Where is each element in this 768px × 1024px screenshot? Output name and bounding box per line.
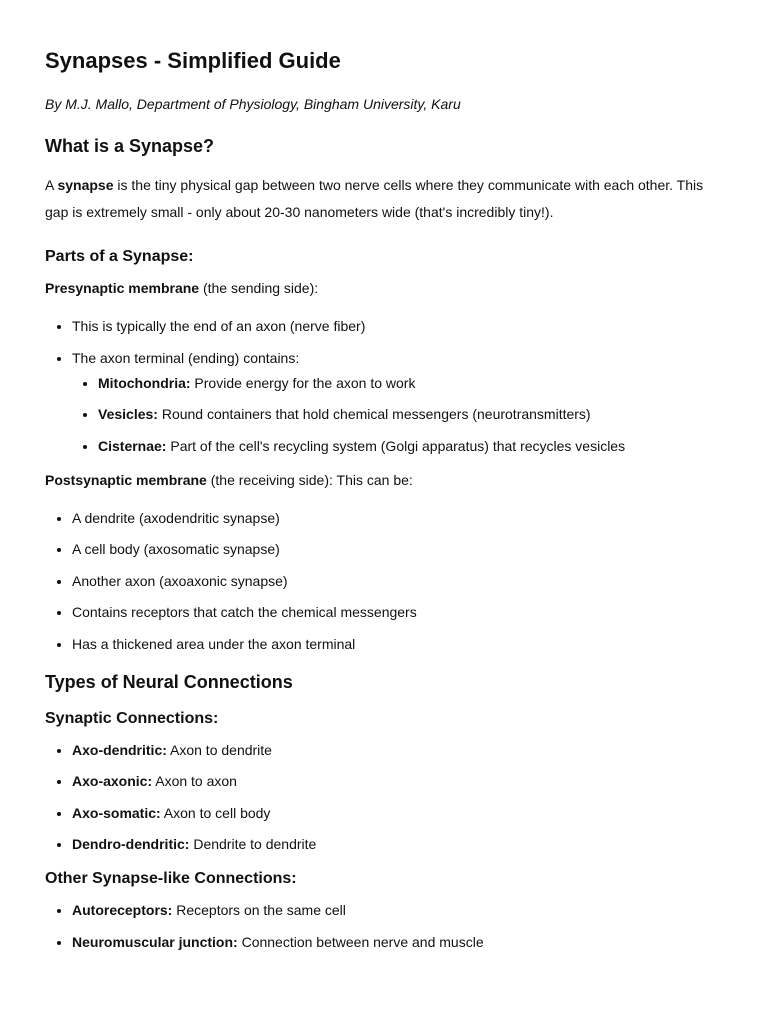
list-item [72,348,728,456]
item-desc: Axon to cell body [160,804,271,821]
item-desc: Part of the cell's recycling system (Golgi apparatus) that recycles vesicles [166,437,626,454]
section-heading-what-is-synapse: What is a Synapse? [45,136,215,156]
item-desc: Provide energy for the axon to work [190,374,416,391]
subheading-other-connections: Other Synapse-like Connections: [45,870,297,887]
item-term: Cisternae: [98,437,167,454]
item-desc: Axon to dendrite [166,741,272,758]
definition-text: is the tiny physical gap between two nerve cells where they communicate with each other. This gap is extremely small - only about 20-30 nanometers wide (that's incredibly tiny!). [45,177,704,220]
axon-terminal-list [72,373,728,456]
list-item: • This is typically the end of an axon (nerve fiber) [72,316,728,336]
presynaptic-desc: (the sending side): [199,280,319,296]
section-heading-types: Types of Neural Connections [45,671,293,692]
definition-prefix: A [45,177,58,193]
presynaptic-term: Presynaptic membrane [45,280,200,296]
item-term: Axo-axonic: [72,773,153,789]
postsynaptic-desc: (the receiving side): This can be: [206,471,413,488]
subheading-synaptic-connections: Synaptic Connections: [45,709,219,727]
item-term: Vesicles: [98,406,158,422]
item-desc: Connection between nerve and muscle [237,933,484,950]
list-item: • A dendrite (axodendritic synapse) [72,508,728,528]
synapse-definition [45,172,728,226]
list-item [98,436,728,456]
list-item [72,740,728,760]
list-item: • A cell body (axosomatic synapse) [72,539,728,559]
list-item [72,932,728,952]
section-heading-parts: Parts of a Synapse: [45,248,194,265]
list-item [72,803,728,823]
page-title: Synapses - Simplified Guide [45,48,341,73]
item-term: Axo-somatic: [72,804,161,821]
list-item: • Has a thickened area under the axon terminal [72,634,728,654]
item-term: Axo-dendritic: [72,741,167,758]
presynaptic-label [45,278,728,298]
synaptic-connections-list [45,740,728,855]
list-item [72,900,728,920]
list-item [72,834,728,854]
list-item [98,404,728,424]
item-desc: Round containers that hold chemical messengers (neurotransmitters) [157,406,591,422]
item-desc: Receptors on the same cell [172,902,346,918]
postsynaptic-list [45,508,728,654]
item-term: Mitochondria: [98,374,191,391]
item-term: Neuromuscular junction: [72,933,238,950]
postsynaptic-term: Postsynaptic membrane [45,471,207,488]
item-desc: Dendrite to dendrite [189,836,317,852]
list-item-text: The axon terminal (ending) contains: [72,349,300,366]
list-item: • Contains receptors that catch the chemical messengers [72,602,728,622]
item-desc: Axon to axon [152,773,237,789]
item-term: Dendro-dendritic: [72,836,190,852]
postsynaptic-label [45,470,728,490]
item-term: Autoreceptors: [72,902,173,918]
list-item: • Another axon (axoaxonic synapse) [72,571,728,591]
other-connections-list [45,900,728,952]
definition-term: synapse [57,177,114,193]
list-item [98,373,728,393]
presynaptic-list [45,316,728,456]
byline: By M.J. Mallo, Department of Physiology, Bingham University, Karu [45,96,461,112]
list-item [72,771,728,791]
